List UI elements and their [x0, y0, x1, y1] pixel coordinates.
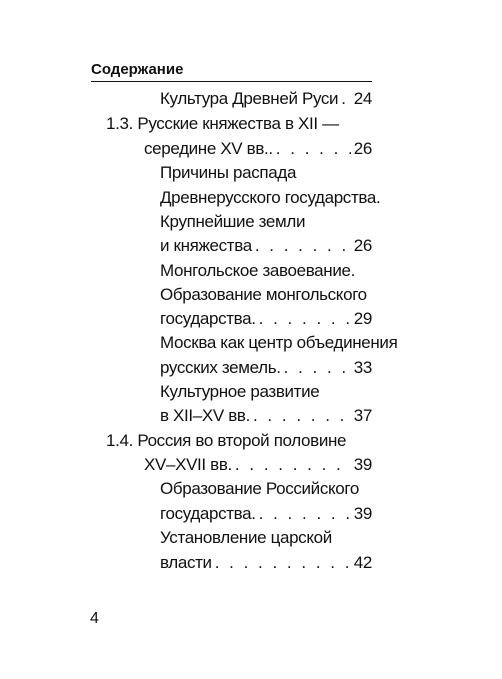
toc-entry-title: власти: [160, 553, 212, 572]
toc-entry-page: 29: [353, 309, 372, 328]
toc-leader-dots: [276, 137, 351, 161]
toc-leader-dots: [253, 404, 351, 428]
toc-entry-page: 26: [353, 139, 372, 158]
toc-entry-title: 1.4. Россия во второй половине: [106, 431, 347, 450]
toc-entry-page: 42: [353, 553, 372, 572]
toc-leader-dots: [284, 356, 351, 380]
toc-entry: [144, 137, 372, 161]
toc-entry: [160, 307, 372, 331]
toc-entry-title: государства.: [160, 309, 256, 328]
toc-entry: [160, 210, 305, 234]
toc-entry-title: Установление царской: [160, 528, 332, 547]
toc-entry: [160, 404, 372, 428]
toc-entry: [160, 356, 372, 380]
toc-entry-page: 37: [353, 406, 372, 425]
toc-entry: [144, 453, 372, 477]
toc-entry-title: Культурное развитие: [160, 382, 320, 401]
toc-entry: [160, 551, 372, 575]
toc-leader-dots: [235, 453, 351, 477]
toc-entry: [160, 186, 380, 210]
toc-entry: [106, 112, 339, 136]
toc-entry-title: Монгольское завоевание.: [160, 261, 355, 280]
toc-entry: [160, 380, 319, 404]
toc-entry-title: Крупнейшие земли: [160, 212, 306, 231]
toc-leader-dots: [215, 551, 351, 575]
toc-entry-title: Культура Древней Руси: [160, 89, 339, 108]
toc-entry: [160, 477, 359, 501]
toc-entry: [160, 502, 372, 526]
toc-entry: [160, 526, 332, 550]
toc-entry: [106, 429, 346, 453]
toc-entry: [160, 259, 355, 283]
toc-entry: [160, 234, 372, 258]
toc-entry-title: 1.3. Русские княжества в XII —: [106, 114, 339, 133]
toc-entry: [160, 283, 367, 307]
toc-entry-title: и княжества: [160, 236, 252, 255]
toc-entry-title: Образование монгольского: [160, 285, 367, 304]
toc-leader-dots: [255, 234, 351, 258]
toc-leader-dots: [259, 307, 351, 331]
toc-entry-page: 39: [353, 504, 372, 523]
contents-header: Содержание: [91, 61, 372, 82]
toc-entry-page: 33: [353, 358, 372, 377]
toc-entry: [160, 161, 296, 185]
toc-entry-title: середине XV вв..: [144, 139, 273, 158]
toc-entry-title: в XII–XV вв.: [160, 406, 250, 425]
toc-entry-title: Причины распада: [160, 163, 297, 182]
toc-entry-page: 39: [353, 455, 372, 474]
toc-entry-title: XV–XVII вв.: [144, 455, 232, 474]
toc-entry-page: 26: [353, 236, 372, 255]
toc-entry-title: русских земель.: [160, 358, 281, 377]
toc-entry-title: государства.: [160, 504, 256, 523]
toc-entry-title: Древнерусского государства.: [160, 188, 381, 207]
toc-entry-page: 24: [353, 89, 372, 108]
toc-entry-title: Образование Российского: [160, 479, 359, 498]
page-number: 4: [90, 610, 99, 627]
toc-entry-title: Москва как центр объединения: [160, 333, 398, 352]
toc-leader-dots: [341, 87, 351, 111]
toc-leader-dots: [259, 502, 351, 526]
toc-entry: [160, 331, 397, 355]
toc-entry: [160, 87, 372, 111]
